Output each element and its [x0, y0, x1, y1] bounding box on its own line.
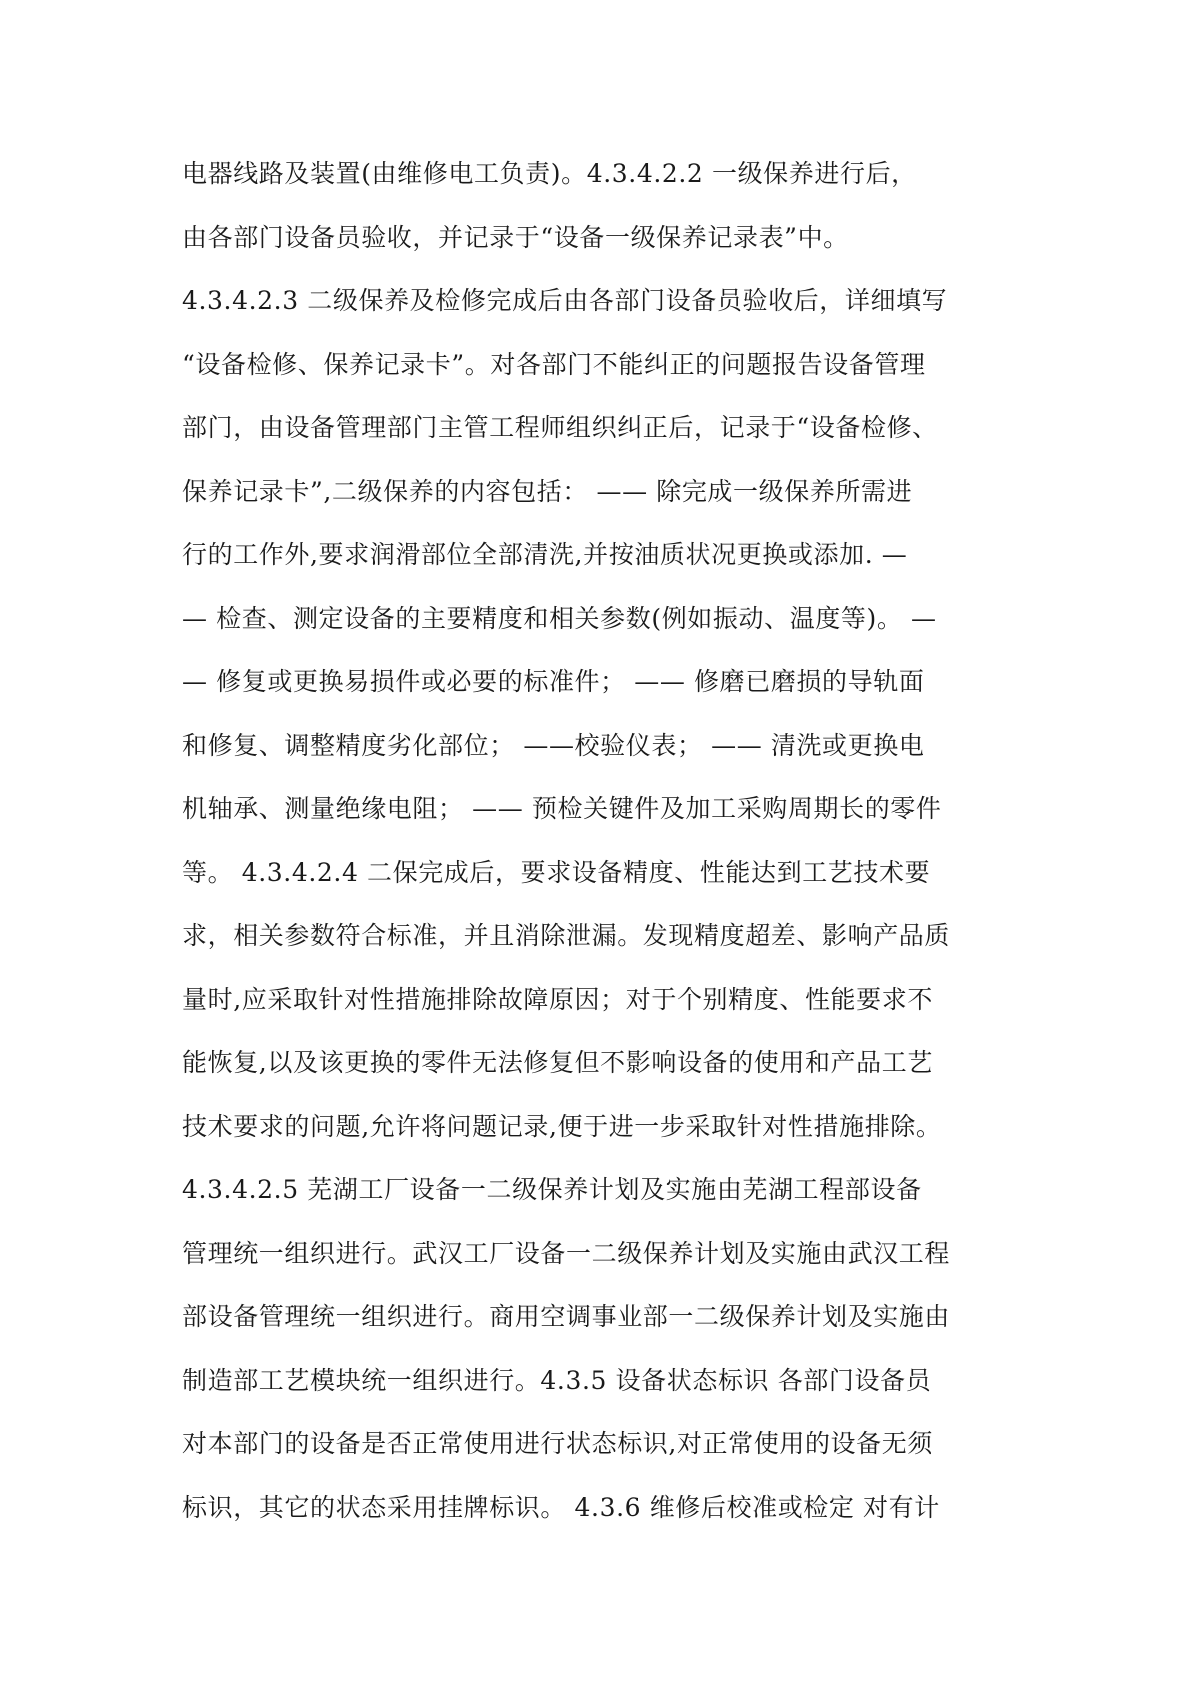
text-line: 标识，其它的状态采用挂牌标识。 4.3.6 维修后校准或检定 对有计 — [182, 1492, 940, 1522]
text-line: 4.3.4.2.3 二级保养及检修完成后由各部门设备员验收后，详细填写 — [182, 286, 948, 315]
text-line: 量时,应采取针对性措施排除故障原因；对于个别精度、性能要求不 — [182, 984, 933, 1014]
text-line: 和修复、调整精度劣化部位； ——校验仪表； —— 清洗或更换电 — [182, 730, 925, 760]
text-line: 技术要求的问题,允许将问题记录,便于进一步采取针对性措施排除。 — [182, 1111, 942, 1141]
text-line: — 修复或更换易损件或必要的标准件； —— 修磨已磨损的导轨面 — [182, 667, 925, 696]
text-line: “设备检修、保养记录卡”。对各部门不能纠正的问题报告设备管理 — [182, 349, 926, 379]
text-line: 保养记录卡”,二级保养的内容包括： —— 除完成一级保养所需进 — [182, 476, 913, 506]
text-line: 4.3.4.2.5 芜湖工厂设备一二级保养计划及实施由芜湖工程部设备 — [182, 1175, 922, 1204]
text-line: 管理统一组织进行。武汉工厂设备一二级保养计划及实施由武汉工程 — [182, 1238, 951, 1268]
text-line: 行的工作外,要求润滑部位全部清洗,并按油质状况更换或添加. — — [182, 540, 908, 569]
text-line: 电器线路及装置(由维修电工负责)。4.3.4.2.2 一级保养进行后， — [182, 159, 917, 188]
text-line: — 检查、测定设备的主要精度和相关参数(例如振动、温度等)。 — — [182, 603, 937, 633]
body-text — [182, 142, 1022, 1539]
text-line: 部设备管理统一组织进行。商用空调事业部一二级保养计划及实施由 — [182, 1302, 951, 1331]
text-line: 对本部门的设备是否正常使用进行状态标识,对正常使用的设备无须 — [182, 1429, 933, 1458]
text-line: 等。 4.3.4.2.4 二保完成后，要求设备精度、性能达到工艺技术要 — [182, 857, 931, 887]
text-line: 部门，由设备管理部门主管工程师组织纠正后，记录于“设备检修、 — [182, 413, 938, 442]
text-line: 制造部工艺模块统一组织进行。4.3.5 设备状态标识 各部门设备员 — [182, 1365, 932, 1395]
text-line: 求，相关参数符合标准，并且消除泄漏。发现精度超差、影响产品质 — [182, 921, 951, 950]
text-line: 能恢复,以及该更换的零件无法修复但不影响设备的使用和产品工艺 — [182, 1048, 933, 1077]
text-line: 由各部门设备员验收，并记录于“设备一级保养记录表”中。 — [182, 222, 849, 252]
text-line: 机轴承、测量绝缘电阻； —— 预检关键件及加工采购周期长的零件 — [182, 794, 942, 823]
